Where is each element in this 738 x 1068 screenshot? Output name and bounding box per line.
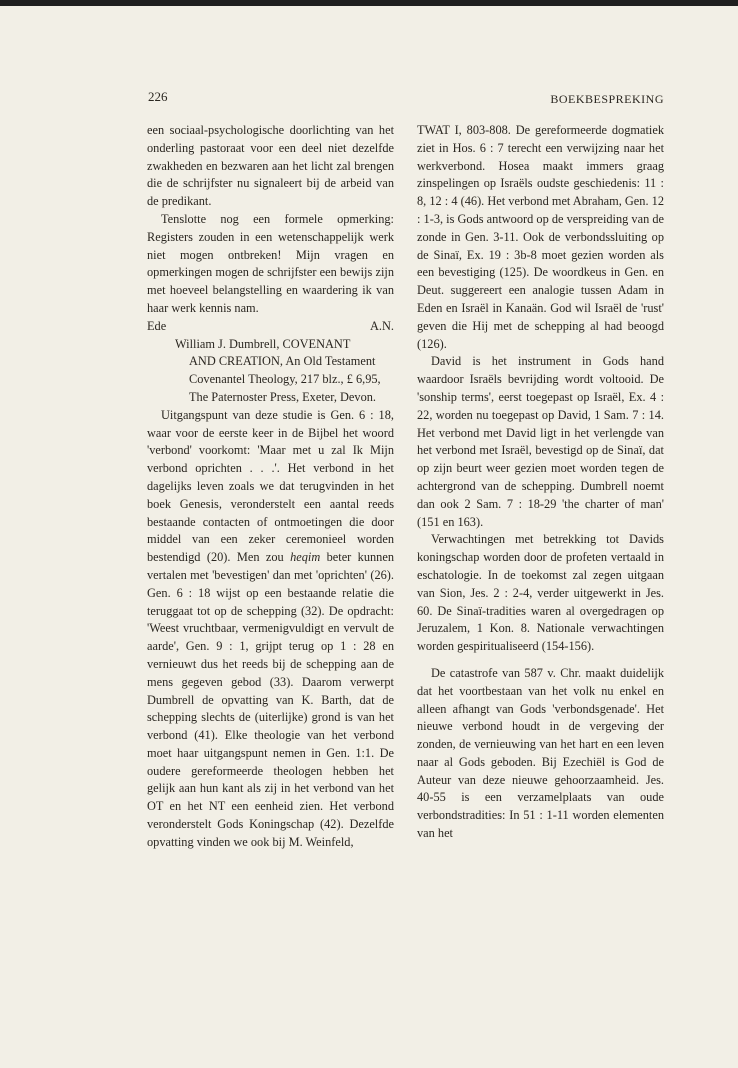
review-heading xyxy=(175,336,394,407)
review-heading-line: AND CREATION, An Old Testament Covenantel Theology, 217 blz., £ 6,95, The Paternoster Press, Exeter, Devon. xyxy=(189,354,381,404)
paragraph: TWAT I, 803-808. De gereformeerde dogmatiek ziet in Hos. 6 : 7 terecht een verwijzing naar het werkverbond. Hosea maakt immers graag zinspelingen op Israëls oudste geschiedenis: 11 : 8, 12 : 4 (46). Het verbond met Abraham, Gen. 12 : 1-3, is Gods antwoord op de verspreiding van de zonde in Gen. 3-11. Ook de verbondssluiting op de Sinaï, Ex. 19 : 3b-8 moet gezien worden als een bevestiging (125). De woordkeus in Gen. en Deut. suggereert een analogie tussen Adam in Eden en Israël in Kanaän. God wil Israël de 'rust' geven die Hij met de schepping al had beoogd (126). xyxy=(417,123,664,351)
paragraph: David is het instrument in Gods hand waardoor Israëls bevrijding wordt voltooid. De 'sonship terms', eerst toegepast op Israël, Ex. 4 : 22, worden nu toegepast op David, 1 Sam. 7 : 14. Het verbond met David ligt in het verlengde van het verbond met Israël, bevestigd op de Sinaï, dat op zijn beurt weer gezien moet worden tegen de achtergrond van de schepping. Dumbrell noemt dan ook 2 Sam. 7 : 18-29 'the charter of man' (151 en 163). xyxy=(417,354,664,529)
signature-place: Ede xyxy=(147,318,167,333)
reviewer-signature xyxy=(147,318,394,336)
paragraph: De catastrofe van 587 v. Chr. maakt duidelijk dat het voortbestaan van het volk nu enkel en alleen afhangt van Gods 'verbondsgenade'. Het nieuwe verbond houdt in de vergeving der zonden, de vernieuwing van het hart en een leven naar al Gods geboden. Bij Ezechiël is God de Auteur van deze nieuwe gehoorzaamheid. Jes. 40-55 is een verzamelplaats van oude verbondstradities: In 51 : 1-11 worden elementen van het xyxy=(417,665,664,841)
left-column xyxy=(147,122,394,852)
right-column xyxy=(417,122,664,843)
paragraph: een sociaal-psychologische doorlichting van het onderling pastoraat voor een deel niet dezelfde zwakheden en bezwaren aan het licht zal brengen die de schrijfster nu signaleert bij de arbeid van de predikant. xyxy=(147,123,394,209)
text-run: Uitgangspunt van deze studie is Gen. 6 : 18, waar voor de eerste keer in de Bijbel het woord 'verbond' voorkomt: 'Maar met u zal Ik Mijn verbond oprichten . . .'. Het verbond in het dagelijks leven zoals we dat terugvinden in het boek Genesis, veronderstelt een aantal reeds bestaande contacten of ontmoetingen die door middel van een zeker ceremonieel worden bestendigd (20). Men zou xyxy=(147,407,394,565)
paragraph: Tenslotte nog een formele opmerking: Registers zouden in een wetenschappelijk werk niet mogen ontbreken! Mijn vragen en opmerkingen mogen de schrijfster een bewijs zijn met hoeveel belangstelling en waardering ik van haar werk kennis nam. xyxy=(147,211,394,315)
paragraph: Verwachtingen met betrekking tot Davids koningschap worden door de profeten vertaald in eschatologie. In de toekomst zal zegen uitgaan van Sion, Jes. 2 : 2-4, verder uitgewerkt in Jes. 60. De Sinaï-tradities waren al overgedragen op Jeruzalem, 1 Kon. 8. Nationale verwachtingen worden gespiritualiseerd (154-156). xyxy=(417,532,664,654)
italic-term: heqim xyxy=(290,550,321,565)
paragraph xyxy=(147,407,394,852)
text-run: beter kunnen vertalen met 'bevestigen' dan met 'oprichten' (26). Gen. 6 : 18 wijst op een bestaande relatie die teruggaat tot op de schepping (32). De opdracht: 'Weest vruchtbaar, vermenigvuldigt en vervult de aarde', Gen. 9 : 1, grijpt terug op 1 : 28 en vernieuwt dus het reeds bij de schepping aan de mens gegeven gebod (33). Daarom verwerpt Dumbrell de opvatting van K. Barth, dat de schepping slechts de (uiterlijke) grond is van het verbond (41). Elke theologie van het verbond moet haar uitgangspunt nemen in Gen. 1:1. De oudere gereformeerde theologen hebben het gelijk aan hun kant als zij in het verbond van het OT en het NT een eenheid zien. Het verbond veronderstelt Gods Koningschap (42). Dezelfde opvatting vinden we ook bij M. Weinfeld, xyxy=(147,550,395,849)
signature-initials: A.N. xyxy=(369,318,394,333)
page-number: 226 xyxy=(148,89,168,104)
top-border xyxy=(0,0,738,6)
running-head: BOEKBESPREKING xyxy=(550,92,664,106)
review-heading-line: William J. Dumbrell, COVENANT xyxy=(175,336,351,351)
